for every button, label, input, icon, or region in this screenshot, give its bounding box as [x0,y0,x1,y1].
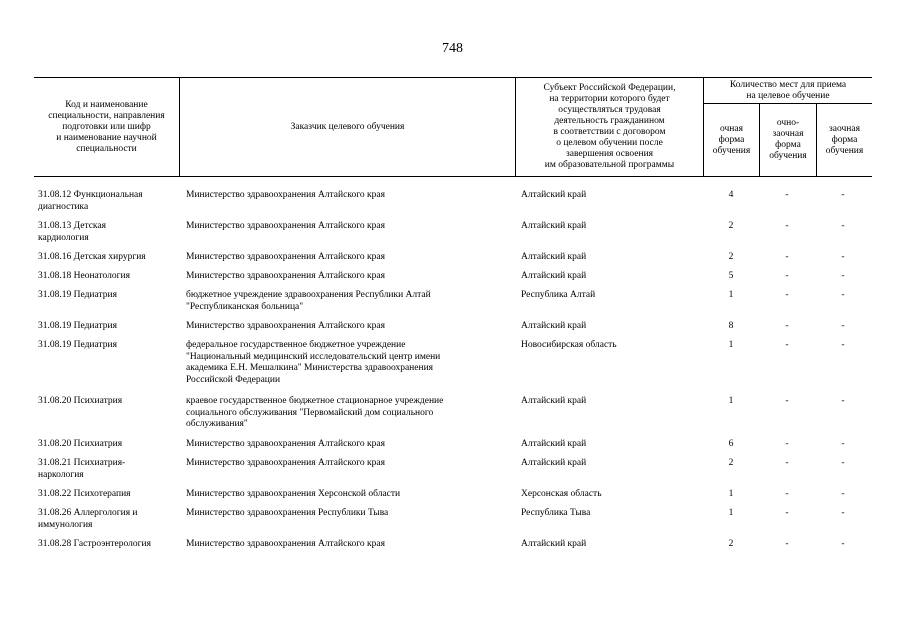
row-full-time: 5 [728,271,734,281]
row-mixed: - [785,321,789,331]
row-customer: Министерство здравоохранения Херсонской области [186,489,401,499]
page-number: 748 [442,41,463,56]
header-extramural [817,104,872,176]
row-code: 31.08.19 Педиатрия [38,290,117,300]
row-customer: Министерство здравоохранения Алтайского края [186,271,385,281]
row-full-time: 2 [728,252,734,262]
row-region: Алтайский край [521,539,587,549]
row-code: 31.08.26 Аллергология и иммунология [38,508,138,530]
row-mixed: - [785,439,789,449]
row-full-time: 1 [728,489,734,499]
row-mixed: - [785,252,789,262]
row-full-time: 2 [728,221,734,231]
row-code: 31.08.20 Психиатрия [38,396,123,406]
row-region: Алтайский край [521,190,587,200]
header-mixed-text: очно- заочная форма обучения [769,118,807,161]
row-customer: федеральное государственное бюджетное учреждение "Национальный медицинский исследовательский центр имени академика Е.Н. Мешалкина" Министерства здравоохранения Российской Федерации [186,340,441,385]
header-places [704,78,872,103]
row-extramural: - [841,290,845,300]
row-mixed: - [785,271,789,281]
row-extramural: - [841,539,845,549]
row-region: Алтайский край [521,271,587,281]
row-code: 31.08.18 Неонатология [38,271,130,281]
row-full-time: 4 [728,190,734,200]
row-mixed: - [785,539,789,549]
row-extramural: - [841,190,845,200]
row-code: 31.08.19 Педиатрия [38,321,117,331]
header-code [34,88,179,166]
header-code-text: Код и наименование специальности, направления подготовки или шифр и наименование научной специальности [48,99,165,154]
row-mixed: - [785,190,789,200]
header-mixed [760,104,816,176]
row-region: Республика Тыва [521,508,591,518]
row-region: Новосибирская область [521,340,617,350]
row-code: 31.08.20 Психиатрия [38,439,123,449]
header-full-time [704,104,759,176]
row-extramural: - [841,489,845,499]
row-mixed: - [785,489,789,499]
row-region: Алтайский край [521,396,587,406]
row-extramural: - [841,321,845,331]
row-extramural: - [841,271,845,281]
header-places-text: Количество мест для приема на целевое обучение [729,79,847,101]
row-extramural: - [841,508,845,518]
row-customer: бюджетное учреждение здравоохранения Республики Алтай "Республиканская больница" [186,290,431,312]
row-code: 31.08.16 Детская хирургия [38,252,146,262]
header-extramural-text: заочная форма обучения [825,123,864,156]
row-mixed: - [785,290,789,300]
row-extramural: - [841,458,845,468]
row-code: 31.08.22 Психотерапия [38,489,131,499]
row-code: 31.08.21 Психиатрия- наркология [38,458,126,480]
row-region: Республика Алтай [521,290,596,300]
row-full-time: 1 [728,290,734,300]
row-customer: Министерство здравоохранения Алтайского края [186,458,385,468]
header-region [516,78,703,176]
row-mixed: - [785,340,789,350]
row-full-time: 1 [728,340,734,350]
row-extramural: - [841,439,845,449]
row-customer: Министерство здравоохранения Алтайского края [186,221,385,231]
row-extramural: - [841,252,845,262]
row-mixed: - [785,396,789,406]
row-region: Алтайский край [521,321,587,331]
row-customer: Министерство здравоохранения Алтайского края [186,252,385,262]
row-customer: Министерство здравоохранения Алтайского края [186,321,385,331]
row-region: Алтайский край [521,439,587,449]
row-full-time: 6 [728,439,734,449]
row-mixed: - [785,221,789,231]
row-extramural: - [841,221,845,231]
row-full-time: 1 [728,508,734,518]
row-region: Алтайский край [521,252,587,262]
header-customer [180,78,515,176]
header-bottom-rule [34,176,872,177]
row-code: 31.08.19 Педиатрия [38,340,117,350]
row-mixed: - [785,458,789,468]
row-region: Алтайский край [521,221,587,231]
row-customer: Министерство здравоохранения Алтайского края [186,439,385,449]
row-extramural: - [841,396,845,406]
row-customer: Министерство здравоохранения Алтайского края [186,190,385,200]
header-full-time-text: очная форма обучения [712,123,751,156]
row-code: 31.08.13 Детская кардиология [38,221,106,243]
row-code: 31.08.12 Функциональная диагностика [38,190,143,212]
header-customer-text: Заказчик целевого обучения [290,121,405,132]
row-full-time: 1 [728,396,734,406]
row-full-time: 8 [728,321,734,331]
row-region: Херсонская область [521,489,602,499]
row-customer: Министерство здравоохранения Республики Тыва [186,508,389,518]
row-extramural: - [841,340,845,350]
row-customer: Министерство здравоохранения Алтайского края [186,539,385,549]
row-customer: краевое государственное бюджетное стационарное учреждение социального обслуживания "Первомайский дом социального обслуживания" [186,396,444,429]
header-region-text: Субъект Российской Федерации, на территории которого будет осуществляться трудовая деятельность гражданином в соответствии с договором о целевом обучении после завершения освоения им образовательной программы [543,83,676,170]
row-full-time: 2 [728,539,734,549]
row-full-time: 2 [728,458,734,468]
row-mixed: - [785,508,789,518]
row-code: 31.08.28 Гастроэнтерология [38,539,151,549]
row-region: Алтайский край [521,458,587,468]
